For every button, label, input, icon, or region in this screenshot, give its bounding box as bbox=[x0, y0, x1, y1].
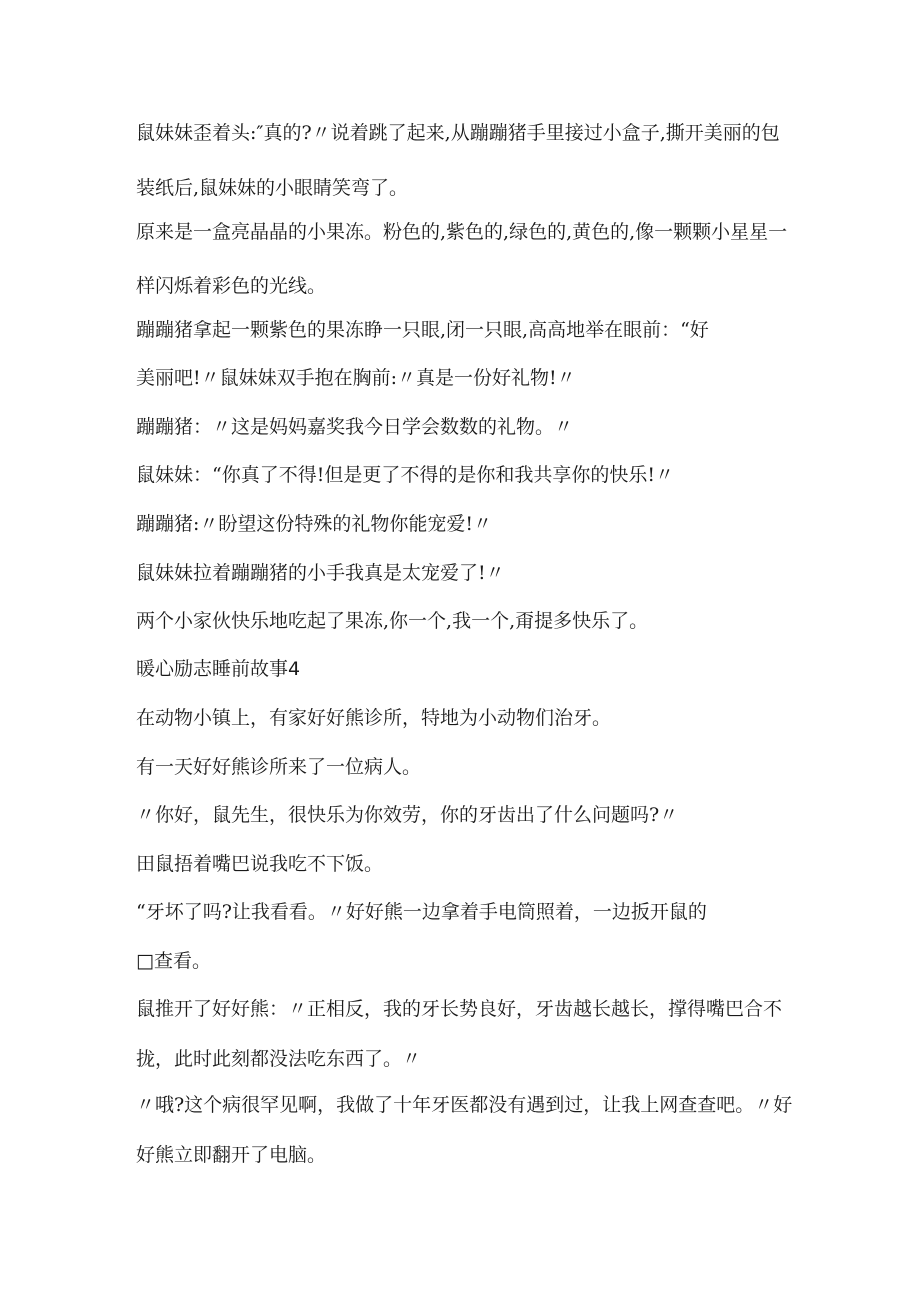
section-heading: 暖心励志睡前故事4 bbox=[136, 658, 301, 680]
text-line: 拢，此时此刻都没法吃东西了。〃 bbox=[136, 1048, 422, 1070]
text-line: 〃哦?这个病很罕见啊，我做了十年牙医都没有遇到过，让我上网查查吧。〃好 bbox=[136, 1094, 793, 1116]
text-line: “牙坏了吗?让我看看。〃好好熊一边拿着手电筒照着，一边扳开鼠的 bbox=[136, 901, 707, 923]
text-line: 好熊立即翻开了电脑。 bbox=[136, 1144, 327, 1166]
text-line: 蹦蹦猪：〃这是妈妈嘉奖我今日学会数数的礼物。〃 bbox=[136, 416, 574, 438]
text-line: 鼠妹妹歪着头:″真的?〃说着跳了起来,从蹦蹦猪手里接过小盒子,撕开美丽的包 bbox=[136, 122, 780, 144]
text-line: □查看。 bbox=[136, 950, 211, 972]
text-line: 美丽吧!〃鼠妹妹双手抱在胸前:〃真是一份好礼物!〃 bbox=[136, 367, 576, 389]
text-line: 装纸后,鼠妹妹的小眼睛笑弯了。 bbox=[136, 177, 409, 199]
text-line: 鼠妹妹：“你真了不得!但是更了不得的是你和我共享你的快乐!〃 bbox=[136, 464, 674, 486]
text-line: 样闪烁着彩色的光线。 bbox=[136, 275, 327, 297]
text-line: 蹦蹦猪拿起一颗紫色的果冻睁一只眼,闭一只眼,高高地举在眼前：“好 bbox=[136, 319, 709, 341]
text-line: 鼠推开了好好熊：〃正相反，我的牙长势良好，牙齿越长越长，撑得嘴巴合不 bbox=[136, 998, 783, 1020]
text-line: 原来是一盒亮晶晶的小果冻。粉色的,紫色的,绿色的,黄色的,像一颗颗小星星一 bbox=[136, 221, 788, 243]
text-line: 在动物小镇上，有家好好熊诊所，特地为小动物们治牙。 bbox=[136, 707, 612, 729]
text-line: 两个小家伙快乐地吃起了果冻,你一个,我一个,甭提多快乐了。 bbox=[136, 610, 649, 632]
text-line: 〃你好，鼠先生，很快乐为你效劳，你的牙齿出了什么问题吗?〃 bbox=[136, 804, 679, 826]
text-line: 有一天好好熊诊所来了一位病人。 bbox=[136, 756, 422, 778]
text-line: 田鼠捂着嘴巴说我吃不下饭。 bbox=[136, 853, 384, 875]
text-line: 蹦蹦猪:〃盼望这份特殊的礼物你能宠爱!〃 bbox=[136, 513, 493, 535]
text-line: 鼠妹妹拉着蹦蹦猪的小手我真是太宠爱了!〃 bbox=[136, 562, 505, 584]
